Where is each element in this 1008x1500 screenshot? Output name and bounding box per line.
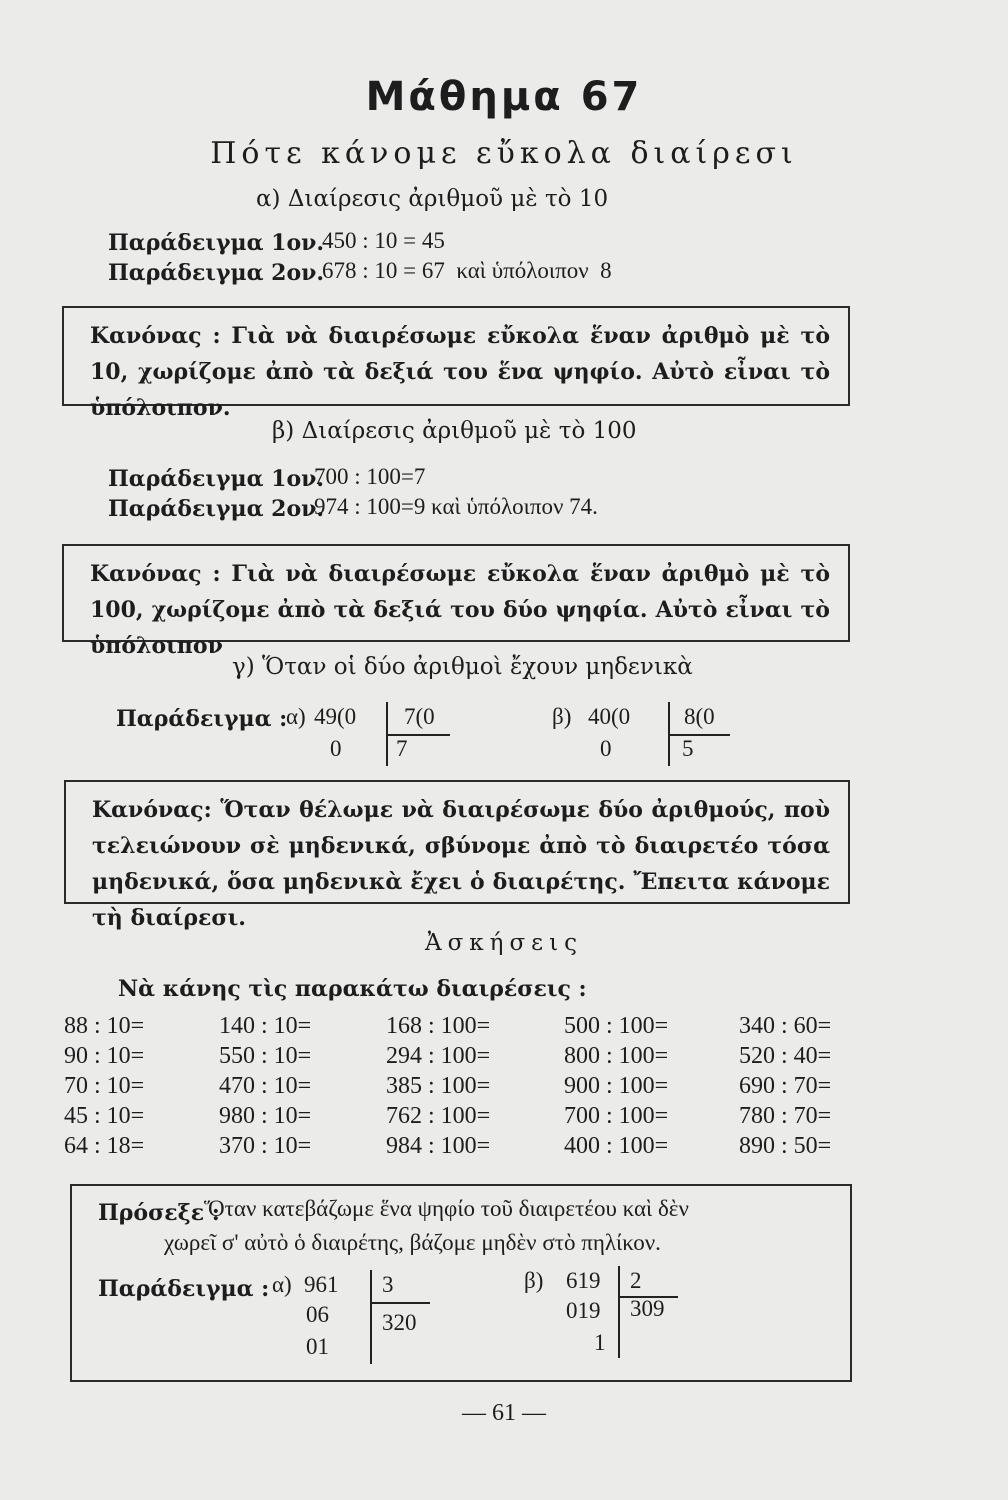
exercises-heading: Ἀσκήσεις [425,930,583,956]
page-number: — 61 — [462,1400,546,1426]
section-a-example-2-expr: 678 : 10 = 67 καὶ ὑπόλοιπον 8 [322,258,612,283]
exercise-item: 700 : 100= [564,1103,669,1129]
section-b-example-1-expr: 700 : 100=7 [314,464,426,489]
section-c-b-label: β) [552,704,572,729]
section-b-example-2-expr: 974 : 100=9 καὶ ὑπόλοιπον 74. [314,494,598,519]
note-b-divisor: 2 [630,1268,642,1293]
exercise-item: 370 : 10= [219,1133,312,1159]
exercise-item: 890 : 50= [739,1133,832,1159]
exercise-item: 294 : 100= [386,1043,491,1069]
note-a-division-vertical [370,1270,372,1364]
note-a-division-horizontal [370,1302,430,1304]
note-a-divisor: 3 [382,1272,394,1297]
section-c-a-label: α) [286,704,306,729]
section-b-heading: β) Διαίρεσις ἀριθμοῦ μὲ τὸ 100 [272,418,637,444]
page-subtitle: Πότε κάνομε εὔκολα διαίρεσι [210,136,798,171]
exercise-item: 385 : 100= [386,1073,491,1099]
section-c-a-divisor: 7(0 [404,704,435,729]
note-b-line-2: 019 [566,1298,601,1323]
exercise-item: 140 : 10= [219,1013,312,1039]
section-c-b-dividend: 40(0 [588,704,631,729]
exercise-item: 520 : 40= [739,1043,832,1069]
note-example-label: Παράδειγμα : [98,1276,270,1302]
section-c-b-quotient: 5 [682,736,694,761]
section-c-example-label: Παράδειγμα : [116,706,288,732]
lesson-title: Μάθημα 67 [365,74,643,120]
exercise-item: 980 : 10= [219,1103,312,1129]
section-a-example-2-label: Παράδειγμα 2ον. [108,260,325,286]
exercise-item: 88 : 10= [64,1013,145,1039]
section-c-b-division-horizontal [668,734,730,736]
exercise-item: 168 : 100= [386,1013,491,1039]
section-c-a-quotient: 7 [396,736,408,761]
note-line-2: χωρεῖ σ' αὐτὸ ὁ διαιρέτης, βάζομε μηδὲν στὸ πηλίκον. [164,1230,661,1255]
exercise-item: 550 : 10= [219,1043,312,1069]
exercise-item: 800 : 100= [564,1043,669,1069]
exercise-item: 64 : 18= [64,1133,145,1159]
note-a-line-2: 06 [306,1302,329,1327]
section-c-b-remainder: 0 [600,736,612,761]
exercises-instruction: Νὰ κάνης τὶς παρακάτω διαιρέσεις : [118,976,587,1002]
note-b-line-1: 619 [566,1268,601,1293]
exercise-item: 984 : 100= [386,1133,491,1159]
section-b-example-1-label: Παράδειγμα 1ον. [108,466,325,492]
note-line-1: Ὅταν κατεβάζωμε ἕνα ψηφίο τοῦ διαιρετέου καὶ δὲν [204,1196,689,1221]
rule-b-text: Κανόνας : Γιὰ νὰ διαιρέσωμε εὔκολα ἕναν ἀριθμὸ μὲ τὸ 100, χωρίζομε ἀπὸ τὰ δεξιά του δύο ψηφία. Αὐτὸ εἶναι τὸ ὑπόλοιπον [90,561,830,659]
note-a-quotient: 320 [382,1310,417,1335]
exercises-grid [64,1012,864,1160]
exercise-item: 400 : 100= [564,1133,669,1159]
note-a-line-3: 01 [306,1334,329,1359]
note-label: Πρόσεξε : [98,1200,220,1226]
section-c-a-dividend: 49(0 [314,704,357,729]
exercise-item: 70 : 10= [64,1073,145,1099]
section-a-example-1-label: Παράδειγμα 1ον. [108,230,325,256]
note-b-label: β) [524,1268,544,1293]
section-c-a-remainder: 0 [330,736,342,761]
exercise-item: 762 : 100= [386,1103,491,1129]
exercise-item: 470 : 10= [219,1073,312,1099]
note-a-line-1: 961 [304,1272,339,1297]
section-b-example-2-label: Παράδειγμα 2ον. [108,496,325,522]
note-a-label: α) [272,1272,292,1297]
exercise-item: 340 : 60= [739,1013,832,1039]
note-b-division-vertical [618,1266,620,1358]
rule-c-text: Κανόνας: Ὅταν θέλωμε νὰ διαιρέσωμε δύο ἀριθμούς, ποὺ τελειώνουν σὲ μηδενικά, σβύνομε ἀπὸ τὸ διαιρετέο τόσα μηδενικά, ὅσα μηδενικὰ ἔχει ὁ διαιρέτης. Ἔπειτα κάνομε τὴ διαίρεσι. [92,797,830,931]
section-a-heading: α) Διαίρεσις ἀριθμοῦ μὲ τὸ 10 [256,186,609,212]
section-c-heading: γ) Ὅταν οἱ δύο ἀριθμοὶ ἔχουν μηδενικὰ [232,654,693,680]
exercise-item: 500 : 100= [564,1013,669,1039]
exercise-item: 690 : 70= [739,1073,832,1099]
exercise-item: 780 : 70= [739,1103,832,1129]
rule-a-text: Κανόνας : Γιὰ νὰ διαιρέσωμε εὔκολα ἕναν ἀριθμὸ μὲ τὸ 10, χωρίζομε ἀπὸ τὰ δεξιά του ἕνα ψηφίο. Αὐτὸ εἶναι τὸ ὑπόλοιπον. [90,323,830,421]
section-a-example-1-expr: 450 : 10 = 45 [322,228,445,253]
note-b-quotient: 309 [630,1296,665,1321]
exercise-item: 45 : 10= [64,1103,145,1129]
note-b-line-3: 1 [594,1330,606,1355]
exercise-item: 900 : 100= [564,1073,669,1099]
exercise-item: 90 : 10= [64,1043,145,1069]
section-c-a-division-horizontal [386,734,450,736]
note-b-division-horizontal [618,1296,678,1298]
section-c-b-divisor: 8(0 [684,704,715,729]
